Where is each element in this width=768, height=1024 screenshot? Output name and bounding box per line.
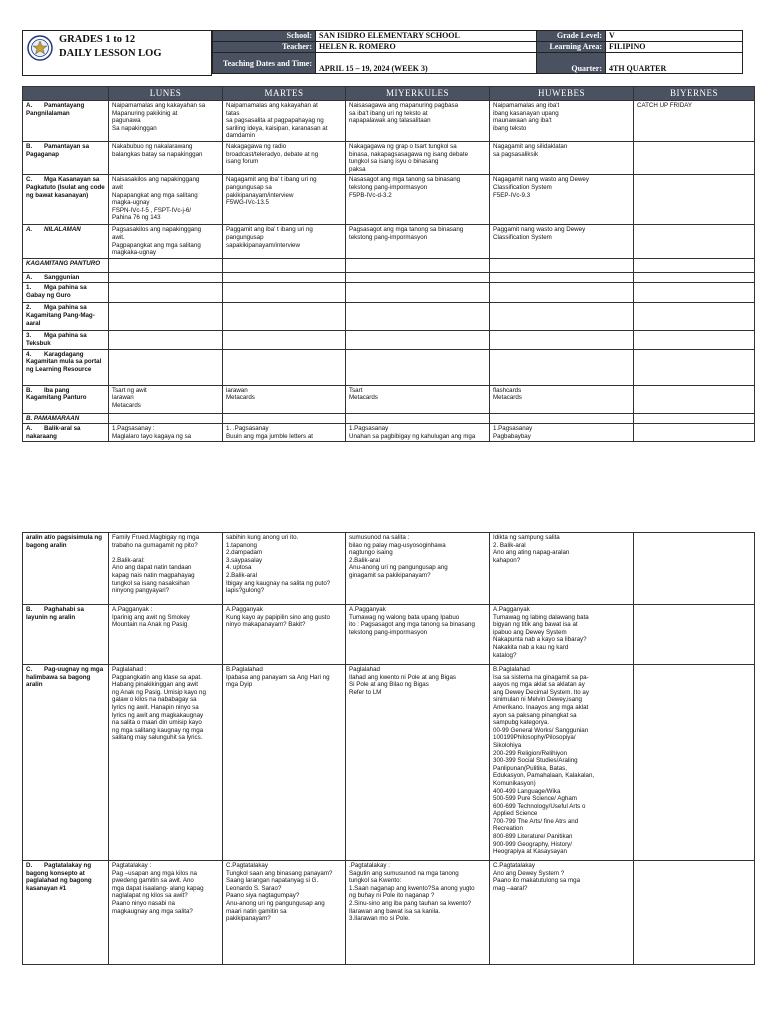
row-label-text: NILALAMAN <box>44 226 81 234</box>
day-cell-1 <box>109 413 223 424</box>
day-cell-1: Tsart ng awit larawan Metacards <box>109 385 223 413</box>
row-letter: A. <box>26 273 33 281</box>
day-cell-3 <box>346 303 490 331</box>
day-cell-5 <box>634 303 755 331</box>
teacher-label: Teacher: <box>213 42 316 53</box>
day-cell-5 <box>634 258 755 272</box>
day-cell-5 <box>634 533 755 605</box>
day-cell-3 <box>346 413 490 424</box>
day-cell-5 <box>634 175 755 225</box>
day-cell-3: Nakagagawa ng grap o tsart tungkol sa binasa, nakapagsasagawa ng isang debate tungkol sa isang isyu o binasang paksa <box>346 141 490 174</box>
day-cell-2: Nagagamit ang iba' t ibang uri ng pangungusap sa pakikipanayam/interview F5WG-IVc-13.5 <box>223 175 346 225</box>
row-label-text: B. PAMAMARAAN <box>26 414 80 422</box>
day-cell-5 <box>634 665 755 861</box>
day-cell-5 <box>634 272 755 283</box>
quarter-value: 4TH QUARTER <box>606 53 743 74</box>
school-value: SAN ISIDRO ELEMENTARY SCHOOL <box>316 31 537 42</box>
day-cell-4: Nagagamit nang wasto ang Dewey Classification System F5EP-IVc-9.3 <box>490 175 634 225</box>
lesson-log-table-page2 <box>22 532 755 965</box>
day-cell-1: Nakabubuo ng nakalarawang balangkas batay sa napakinggan <box>109 141 223 174</box>
day-cell-4: 1.Pagsasanay Pagbabaybay <box>490 424 634 442</box>
day-cell-2: Nakagagawa ng radio broadcast/teleradyo, debate at ng isang forum <box>223 141 346 174</box>
page2-row <box>23 605 755 665</box>
row-letter: A. <box>26 226 33 234</box>
day-cell-1 <box>109 272 223 283</box>
day-cell-3: .Pagtatalakay : Sagutin ang sumusunod na mga tanong tungkol sa Kwento: 1.Saan naganap ang kwento?Sa anong yugto ng buhay ni Pole ito naganap ? 2.Sinu-sino ang iba pang tauhan sa kwento? Ilarawan ang bawat isa sa kanila. 3.Ilarawan mo si Pole. <box>346 861 490 965</box>
day-cell-4: B.Paglalahad Isa sa sistema na ginagamit sa pa- aayos ng mga aklat sa aklatan ay ang Dewey Decimal System. Ito ay sinimulan ni Melvin Dewey,isang Amerikano. Inaayos ang mga aklat ayon sa paksang pinangkat sa sampubg kategorya. 00-99 General Works/ Sanggunian 100199Philosophy/Pilosopiya/ Sikolohiya 200-299 Religion/Relihiyon 300-399 Social Studies/Araling Panlipunan(Pulitika, Batas, Edukasyon, Pamahalaan, Kalakalan, Komunikasyon) 400-499 Language/Wika 500-599 Pure Science/ Agham 600-699 Technology/Useful Arts o Applied Science 700-799 The Arts/ fine Atrs and Recreation 800-899 Literature/ Panitikan 900-999 Geography, History/ Heograpiya at Kasaysayan <box>490 665 634 861</box>
day-cell-4: flashcards Metacards <box>490 385 634 413</box>
page1-row <box>23 303 755 331</box>
day-cell-5 <box>634 605 755 665</box>
day-cell-5 <box>634 331 755 349</box>
page2-row <box>23 861 755 965</box>
day-cell-5 <box>634 349 755 385</box>
day-cell-5 <box>634 413 755 424</box>
page1-row <box>23 385 755 413</box>
row-letter: B. <box>26 606 33 613</box>
day-cell-2 <box>223 258 346 272</box>
page1-row <box>23 413 755 424</box>
row-letter: 2. <box>26 304 32 312</box>
page1-row <box>23 101 755 142</box>
day-cell-3 <box>346 283 490 303</box>
deped-seal-icon <box>27 35 53 61</box>
day-cell-3: Pagsasagot ang mga tanong sa binasang tekstong pang-impormasyon <box>346 225 490 258</box>
row-label-text: Iba pang Kagamitang Panturo <box>26 386 87 402</box>
row-letter: B. <box>26 142 33 150</box>
day-cell-3: Paglalahad Ilahad ang kwento ni Pole at ang Bigas Si Pole at ang Bilao ng Bigas Refer to LM <box>346 665 490 861</box>
row-label-text: Karagdagang Kagamitan mula sa portal ng Learning Resource <box>26 350 102 373</box>
page1-row <box>23 258 755 272</box>
day-cell-1 <box>109 283 223 303</box>
day-cell-4: Naipamamalas ang iba't ibang kasanayan upang maunawaan ang iba't ibang teksto <box>490 101 634 142</box>
day-cell-3 <box>346 349 490 385</box>
row-label-text: Pagtatalakay ng bagong konsepto at paglalahad ng bagong kasanayan #1 <box>26 862 92 892</box>
row-label-text: Pamantayang Pangnilalaman <box>26 102 85 117</box>
day-cell-2 <box>223 331 346 349</box>
day-cell-2 <box>223 272 346 283</box>
day-cell-2: Paggamit ang iba' t ibang uri ng pangungusap sapakikipanayam/interview <box>223 225 346 258</box>
day-cell-1: Naisasakilos ang napakinggang awit Napapangkat ang mga salitang magka-ugnay FSPN-IVc-f-5 , FSPT-IVc-j-6/ Pahina 76 ng 143 <box>109 175 223 225</box>
page1-row <box>23 225 755 258</box>
day-cell-2: sabihin kung anong uri ito. 1.tapanong 2.dampadam 3.saypasalay 4. uptosa 2.Balik-aral Ibigay ang kaugnay na salita ng puto? lapis?gulong? <box>223 533 346 605</box>
day-header-wednesday: MIYERKULES <box>346 87 490 101</box>
row-letter: C. <box>26 176 33 184</box>
corner-cell <box>23 87 109 101</box>
row-label <box>23 413 109 424</box>
dates-label: Teaching Dates and Time: <box>213 53 316 74</box>
school-label: School: <box>213 31 316 42</box>
row-label <box>23 424 109 442</box>
day-cell-2: C.Pagtatalakay Tungkol saan ang binasang panayam? Saang larangan napatanyag si G. Leonardo S. Sarao? Paano siya nagtagumpay? Anu-anong uri ng pangungusap ang maari natin gamitin sa pakikipanayam? <box>223 861 346 965</box>
day-cell-4 <box>490 258 634 272</box>
day-cell-2 <box>223 413 346 424</box>
row-label <box>23 258 109 272</box>
row-label-text: aralin at/o pagsisimula ng bagong aralin <box>26 534 102 549</box>
day-header-thursday: HUWEBES <box>490 87 634 101</box>
row-label <box>23 349 109 385</box>
day-header-monday: LUNES <box>109 87 223 101</box>
day-cell-3: sumusunod na salita : bilao ng palay mag-usyosoginhawa nagtungo isaing 2.Balik-aral Anu-anong uri ng pangungusap ang ginagamit sa pakikipanayam? <box>346 533 490 605</box>
day-header-friday: BIYERNES <box>634 87 755 101</box>
row-label-text: Balik-aral sa nakaraang <box>26 425 81 440</box>
page1-row <box>23 424 755 442</box>
day-cell-1: Family Frued.Magbigay ng mga trabaho na gumagamit ng pito? 2.Balik-aral: Ano ang dapat natin tandaan kapag nais natin magpahayag tungkol sa isang nasaksihan ninyong pangyayari? <box>109 533 223 605</box>
page1-row <box>23 283 755 303</box>
row-label <box>23 101 109 142</box>
row-letter: B. <box>26 386 33 394</box>
day-cell-4 <box>490 272 634 283</box>
day-cell-1: 1.Pagsasanay : Maglalaro tayo kagaya ng sa <box>109 424 223 442</box>
day-cell-2: B.Paglalahad Ipabasa ang panayam sa Ang Hari ng mga Dyip <box>223 665 346 861</box>
lesson-log-table-page1 <box>22 86 755 442</box>
form-title-dll: DAILY LESSON LOG <box>59 48 162 59</box>
page1-row <box>23 349 755 385</box>
page1-row <box>23 331 755 349</box>
day-cell-4 <box>490 349 634 385</box>
page-2 <box>0 478 768 1024</box>
row-label <box>23 272 109 283</box>
day-cell-2 <box>223 303 346 331</box>
day-cell-5 <box>634 424 755 442</box>
row-letter: 4. <box>26 350 32 358</box>
day-cell-2 <box>223 349 346 385</box>
day-cell-1 <box>109 258 223 272</box>
day-cell-1: Naipamamalas ang kakayahan sa Mapanuring pakikinig at pagunawa Sa napakinggan <box>109 101 223 142</box>
grade-label: Grade Level: <box>537 31 606 42</box>
row-label <box>23 665 109 861</box>
row-letter: D. <box>26 862 33 869</box>
day-cell-4: Paggamit nang wasto ang Dewey Classification System <box>490 225 634 258</box>
page2-row <box>23 665 755 861</box>
day-cell-5 <box>634 385 755 413</box>
day-cell-2: larawan Metacards <box>223 385 346 413</box>
row-letter: A. <box>26 102 33 109</box>
day-cell-3 <box>346 331 490 349</box>
day-cell-1: Pagtatalakay : Pag –usapan ang mga kilos na pwedeng gamitin sa awit. Ano mga dapat isaalang- alang kapag naglalapat ng kilos sa awit? Paano ninyo nasabi na magkaugnay ang mga salita? <box>109 861 223 965</box>
row-label-text: Mga pahina sa Gabay ng Guro <box>26 284 87 299</box>
day-cell-3: Tsart Metacards <box>346 385 490 413</box>
day-cell-4 <box>490 283 634 303</box>
row-label-text: Mga pahina sa Teksbuk <box>26 332 87 347</box>
day-cell-2: Naipamamalas ang kakayahan at tatas sa pagsasalita at pagpapahayag ng sariling ideya, kaisipan, karanasan at damdamin <box>223 101 346 142</box>
page1-row <box>23 175 755 225</box>
page2-row <box>23 533 755 605</box>
row-label <box>23 283 109 303</box>
row-label-text: Paghahabi sa layunin ng aralin <box>26 606 84 621</box>
row-label-text: Sanggunian <box>44 273 80 281</box>
day-cell-4: Idikta ng sampung salita 2. Balik-aral Ano ang ating napag-aralan kahapon? <box>490 533 634 605</box>
title-box <box>22 30 212 76</box>
day-cell-1 <box>109 303 223 331</box>
day-cell-3: Nasasagot ang mga tanong sa binasang tekstong pang-impormasyon F5PB-IVc-d-3.2 <box>346 175 490 225</box>
row-label <box>23 385 109 413</box>
row-label <box>23 605 109 665</box>
page1-row <box>23 141 755 174</box>
day-cell-2 <box>223 283 346 303</box>
day-cell-3: Naisasagawa ang mapanuring pagbasa sa iba't ibang uri ng teksto at napapalawak ang talasalitaan <box>346 101 490 142</box>
day-cell-2: A.Pagganyak Kung kayo ay papipilin sino ang gusto ninyo makapanayam? Bakit? <box>223 605 346 665</box>
day-header-tuesday: MARTES <box>223 87 346 101</box>
day-cell-5 <box>634 283 755 303</box>
teacher-value: HELEN R. ROMERO <box>316 42 537 53</box>
row-label <box>23 303 109 331</box>
dates-value: APRIL 15 – 19, 2024 (WEEK 3) <box>316 53 537 74</box>
row-letter: 1. <box>26 284 32 292</box>
day-cell-5 <box>634 225 755 258</box>
day-cell-1 <box>109 349 223 385</box>
day-cell-3: 1.Pagsasanay Unahan sa pagbibigay ng kahulugan ang mga <box>346 424 490 442</box>
row-label <box>23 175 109 225</box>
row-label <box>23 225 109 258</box>
row-label <box>23 141 109 174</box>
area-value: FILIPINO <box>606 42 743 53</box>
day-cell-4: C.Pagtatalakay Ano ang Dewey System ? Paano ito makatutulong sa mga mag –aaral? <box>490 861 634 965</box>
row-label <box>23 861 109 965</box>
day-cell-1: Paglalahad : Pagpangkatin ang klase sa apat. Habang pinakikinggan ang awit ng Anak ng Pasig. Umisip kayo ng galaw o kilos na nababagay sa lyrics ng awit. Hanapin ninyo sa lyrics ng awit ang magkakaugnay na salita o maari din umisip kayo ng mga salitang kaugnay ng mga salitang may salunguhit sa lyrics. <box>109 665 223 861</box>
row-letter: C. <box>26 666 33 673</box>
day-cell-2: 1. .Pagsasanay Buuin ang mga jumble letters at <box>223 424 346 442</box>
row-label <box>23 533 109 605</box>
day-cell-4 <box>490 331 634 349</box>
day-cell-4: Nagagamit ang silidaklatan sa pagsasaliksik <box>490 141 634 174</box>
day-cell-1 <box>109 331 223 349</box>
day-cell-3 <box>346 258 490 272</box>
page1-row <box>23 272 755 283</box>
day-cell-5 <box>634 141 755 174</box>
quarter-label: Quarter: <box>537 53 606 74</box>
day-cell-5 <box>634 861 755 965</box>
day-cell-3 <box>346 272 490 283</box>
row-label-text: Mga pahina sa Kagamitang Pang-Mag-aaral <box>26 304 95 327</box>
area-label: Learning Area: <box>537 42 606 53</box>
day-cell-1: Pagsasakilos ang napakinggang awit. Pagpapangkat ang mga salitang magkaka-ugnay <box>109 225 223 258</box>
row-label <box>23 331 109 349</box>
row-label-text: Pamantayan sa Pagaganap <box>26 142 90 158</box>
row-label-text: KAGAMITANG PANTURO <box>26 259 101 267</box>
day-cell-4 <box>490 303 634 331</box>
day-header-row <box>23 87 755 101</box>
day-cell-1: A.Pagganyak : Iparinig ang awit ng Smokey Mountain na Anak ng Pasig <box>109 605 223 665</box>
day-cell-5: CATCH UP FRIDAY <box>634 101 755 142</box>
row-letter: A. <box>26 425 33 433</box>
day-cell-3: A.Pagganyak Tumawag ng walong bata upang Ipabuo ito : Pagsasagot ang mga tanong sa binasang tekstong pang-impormasyon <box>346 605 490 665</box>
row-label-text: Mga Kasanayan sa Pagkatuto (Isulat ang code ng bawat kasanayan) <box>26 176 105 199</box>
header-info-table <box>212 30 743 74</box>
day-cell-4 <box>490 413 634 424</box>
day-cell-4: A.Pagganyak Tumawag ng labing dalawang bata bigyan ng titik ang bawat isa at ipabuo ang Dewey System Nakapunta nab a kayo sa libaray? Nakakita nab a kau ng kard katalog? <box>490 605 634 665</box>
row-letter: 3. <box>26 332 32 340</box>
page-1 <box>0 0 768 478</box>
grade-value: V <box>606 31 743 42</box>
row-label-text: Pag-uugnay ng mga halimbawa sa bagong aralin <box>26 666 104 689</box>
form-title-grades: GRADES 1 to 12 <box>59 34 136 45</box>
